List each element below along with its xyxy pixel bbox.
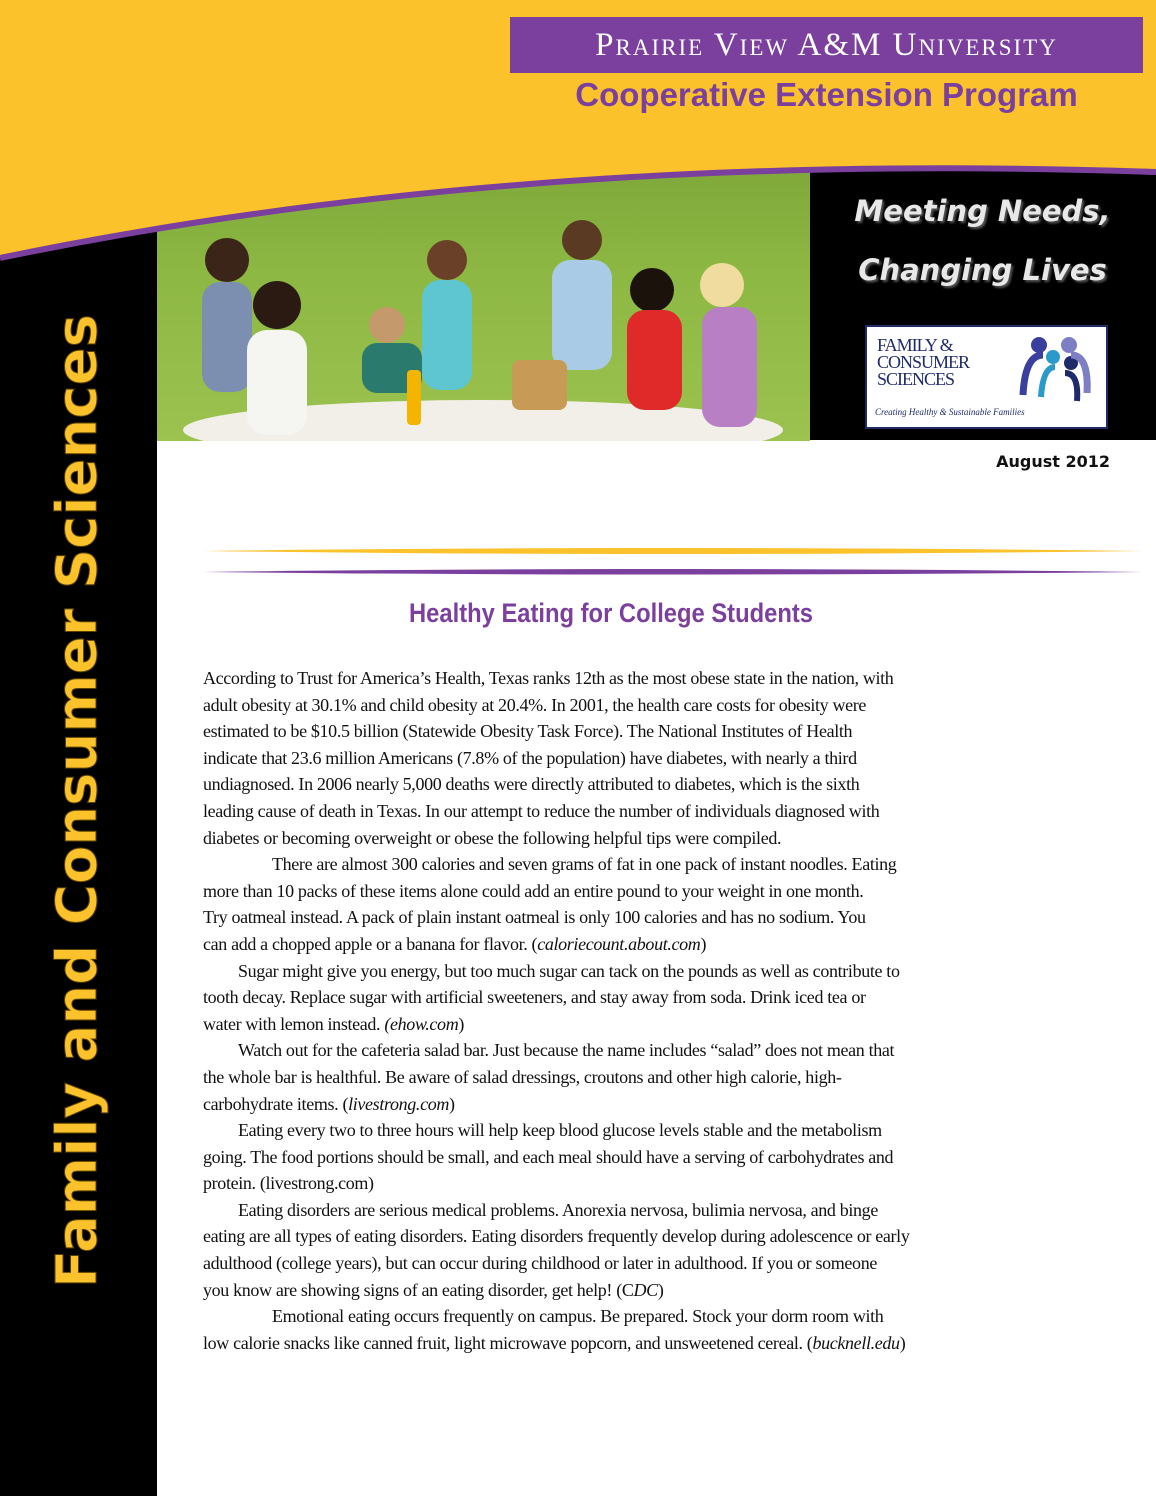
article-text: Try oatmeal instead. A pack of plain instant oatmeal is only 100 calories and has no sodium. You xyxy=(203,907,866,928)
article-line xyxy=(203,745,1033,772)
source-citation: bucknell.edu xyxy=(812,1332,900,1353)
article-line xyxy=(203,878,1033,905)
article-text: estimated to be $10.5 billion (Statewide Obesity Task Force). The National Institutes of Health xyxy=(203,721,853,742)
article-line xyxy=(203,771,1033,798)
article-text: Eating every two to three hours will help keep blood glucose levels stable and the metabolism xyxy=(238,1120,882,1141)
article-line xyxy=(203,958,1033,985)
article-text: can add a chopped apple or a banana for flavor. ( xyxy=(203,933,538,954)
article-text: more than 10 packs of these items alone could add an entire pound to your weight in one month. xyxy=(203,880,864,901)
source-citation: caloriecount.about.com xyxy=(537,933,701,954)
article-line xyxy=(203,984,1033,1011)
divider-lines xyxy=(200,544,1146,578)
article-line xyxy=(203,1011,1033,1038)
article-text: low calorie snacks like canned fruit, light microwave popcorn, and unsweetened cereal. ( xyxy=(203,1332,813,1353)
article-text: carbohydrate items. ( xyxy=(203,1093,349,1114)
article-text: leading cause of death in Texas. In our attempt to reduce the number of individuals diagnosed with xyxy=(203,800,880,821)
sidebar-title: Family and Consumer Sciences xyxy=(45,314,110,1288)
article-line xyxy=(203,1223,1033,1250)
source-citation: livestrong.com xyxy=(348,1093,450,1114)
article-text: According to Trust for America’s Health, Texas ranks 12th as the most obese state in the nation, with xyxy=(203,668,894,688)
article-line xyxy=(203,1037,1033,1064)
tagline-line1: Meeting Needs, xyxy=(854,194,1111,228)
tagline-line2: Changing Lives xyxy=(858,253,1107,287)
article-title: Healthy Eating for College Students xyxy=(409,598,813,628)
article-line xyxy=(203,1303,1033,1330)
article-line xyxy=(203,692,1033,719)
article-text: going. The food portions should be small, and each meal should have a serving of carbohydrates and xyxy=(203,1146,894,1167)
program-name: Cooperative Extension Program xyxy=(575,76,1078,113)
issue-date: August 2012 xyxy=(996,452,1110,471)
article-body xyxy=(203,665,1033,1356)
article-text: adult obesity at 30.1% and child obesity at 20.4%. In 2001, the health care costs for obesity were xyxy=(203,694,867,715)
logo-subtitle: Creating Healthy & Sustainable Families xyxy=(875,407,1025,417)
article-line xyxy=(203,798,1033,825)
article-line xyxy=(203,718,1033,745)
university-name: Prairie View A&M University xyxy=(510,17,1143,73)
article-line xyxy=(203,1117,1033,1144)
article-text: you know are showing signs of an eating disorder, get help! (C xyxy=(203,1279,634,1300)
article-text: Sugar might give you energy, but too much sugar can tack on the pounds as well as contribute to xyxy=(238,960,900,981)
article-line xyxy=(203,1277,1033,1304)
logo-line3: SCIENCES xyxy=(877,369,955,389)
article-text: There are almost 300 calories and seven grams of fat in one pack of instant noodles. Eating xyxy=(272,854,897,875)
article-text: water with lemon instead. xyxy=(203,1013,385,1034)
article-line xyxy=(203,665,1033,692)
article-text: ) xyxy=(449,1093,455,1114)
article-text: ) xyxy=(700,933,707,954)
article-text: Emotional eating occurs frequently on campus. Be prepared. Stock your dorm room with xyxy=(272,1306,884,1327)
logo-line2: CONSUMER xyxy=(877,352,970,372)
family-figures-icon xyxy=(1017,335,1097,405)
article-line xyxy=(203,1064,1033,1091)
article-text: protein. (livestrong.com) xyxy=(203,1173,374,1194)
logo-line1: FAMILY & xyxy=(877,335,953,355)
article-line xyxy=(203,1091,1033,1118)
source-citation: (ehow.com xyxy=(384,1013,459,1034)
article-text: Eating disorders are serious medical problems. Anorexia nervosa, bulimia nervosa, and binge xyxy=(238,1199,878,1220)
article-text: ) xyxy=(657,1279,664,1300)
article-text: the whole bar is healthful. Be aware of salad dressings, croutons and other high calorie, high- xyxy=(203,1066,842,1087)
article-text: indicate that 23.6 million Americans (7.8% of the population) have diabetes, with nearly a third xyxy=(203,747,857,768)
fcs-logo xyxy=(865,325,1108,429)
article-line xyxy=(203,851,1033,878)
logo-wordmark xyxy=(877,337,969,388)
article-line xyxy=(203,931,1033,958)
article-line xyxy=(203,1250,1033,1277)
article-line xyxy=(203,825,1033,852)
article-text: diabetes or becoming overweight or obese the following helpful tips were compiled. xyxy=(203,827,782,848)
article-text: ) xyxy=(899,1332,906,1353)
article-text: eating are all types of eating disorders. Eating disorders frequently develop during adolescence or early xyxy=(203,1226,910,1247)
article-text: adulthood (college years), but can occur during childhood or later in adulthood. If you or someone xyxy=(203,1253,877,1274)
article-line xyxy=(203,904,1033,931)
article-line xyxy=(203,1144,1033,1171)
article-line xyxy=(203,1197,1033,1224)
article-text: Watch out for the cafeteria salad bar. Just because the name includes “salad” does not mean that xyxy=(238,1040,895,1061)
article-text: undiagnosed. In 2006 nearly 5,000 deaths were directly attributed to diabetes, which is the sixth xyxy=(203,774,860,795)
article-line xyxy=(203,1330,1033,1357)
source-citation: DC xyxy=(633,1279,658,1300)
article-text: ) xyxy=(458,1013,465,1034)
article-line xyxy=(203,1170,1033,1197)
article-text: tooth decay. Replace sugar with artificial sweeteners, and stay away from soda. Drink iced tea or xyxy=(203,987,866,1008)
